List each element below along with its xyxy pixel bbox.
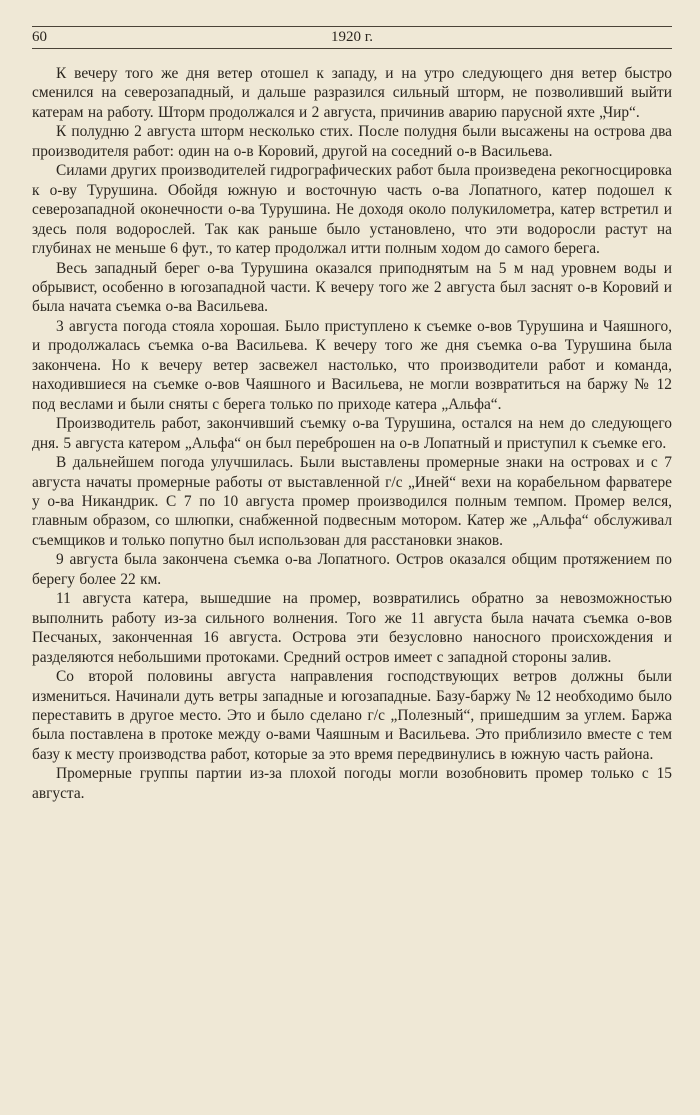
paragraph: К полудню 2 августа шторм несколько стих. После полудня были высажены на острова два производителя работ: один на о-в Коровий, другой на соседний о-в Васильева.	[32, 123, 672, 160]
paragraph: 9 августа была закончена съемка о-ва Лопатного. Остров оказался общим протяжением по берегу более 22 км.	[32, 551, 672, 588]
paragraph: Промерные группы партии из-за плохой погоды могли возобновить промер только с 15 августа.	[32, 765, 672, 802]
paragraph: 3 августа погода стояла хорошая. Было приступлено к съемке о-вов Турушина и Чаяшного, и продолжалась съемка о-ва Васильева. К вечеру того же дня съемка о-ва Турушина была закончена. Но к вечеру ветер засвежел настолько, что производители работ и команда, находившиеся на съемке о-вов Чаяшного и Васильева, не могли возвратиться на баржу № 12 под веслами и были сняты с берега только по приходе катера „Альфа“.	[32, 317, 672, 413]
paragraph: 11 августа катера, вышедшие на промер, возвратились обратно за невозможностью выполнить работу из-за сильного волнения. Того же 11 августа была начата съемка о-вов Песчаных, законченная 16 августа. Острова эти безусловно наносного происхождения и разделяются небольшими протоками. Средний остров имеет с западной стороны залив.	[32, 590, 672, 666]
paragraph: Производитель работ, закончивший съемку о-ва Турушина, остался на нем до следующего дня. 5 августа катером „Альфа“ он был переброшен на о-в Лопатный и приступил к съемке его.	[32, 415, 672, 452]
page-header	[32, 28, 672, 46]
paragraph: Силами других производителей гидрографических работ была произведена рекогносцировка к о-ву Турушина. Обойдя южную и восточную часть о-ва Лопатного, катер подошел к северозападной оконечности о-ва Турушина. Не доходя около полукилометра, катер встретил и здесь поля водорослей. Так как раньше было установлено, что эти водоросли растут на глубинах не меньше 6 фут., то катер продолжал итти полным ходом до самого берега.	[32, 162, 672, 258]
paragraph: Со второй половины августа направления господствующих ветров должны были измениться. Начинали дуть ветры западные и югозападные. Базу-баржу № 12 необходимо было переставить в другое место. Это и было сделано г/с „Полезный“, пришедшим за углем. Баржа была поставлена в протоке между о-вами Чаяшным и Васильева. Это приблизило вместе с тем базу к месту производства работ, которые за это время передвинулись в южную часть района.	[32, 668, 672, 763]
header-bottom-rule	[32, 48, 672, 49]
header-top-rule	[32, 26, 672, 27]
page-number: 60	[32, 29, 47, 45]
body-text	[32, 64, 672, 803]
paragraph: В дальнейшем погода улучшилась. Были выставлены промерные знаки на островах и с 7 августа начаты промерные работы от выставленной г/с „Иней“ вехи на корабельном фарватере у о-ва Никандрик. С 7 по 10 августа промер производился полным темпом. Промер велся, главным образом, со шлюпки, снабженной подвесным мотором. Катер же „Альфа“ обслуживал съемщиков и только попутно был использован для расстановки знаков.	[32, 454, 672, 549]
paragraph: К вечеру того же дня ветер отошел к западу, и на утро следующего дня ветер быстро сменился на северозападный, и дальше разразился сильный шторм, не позволивший выйти катерам на работу. Шторм продолжался и 2 августа, причинив аварию парусной яхте „Чир“.	[32, 65, 672, 121]
running-head-year: 1920 г.	[331, 29, 373, 45]
paragraph: Весь западный берег о-ва Турушина оказался приподнятым на 5 м над уровнем воды и обрывист, особенно в югозападной части. К вечеру того же 2 августа был заснят о-в Коровий и была начата съемка о-ва Васильева.	[32, 259, 672, 316]
